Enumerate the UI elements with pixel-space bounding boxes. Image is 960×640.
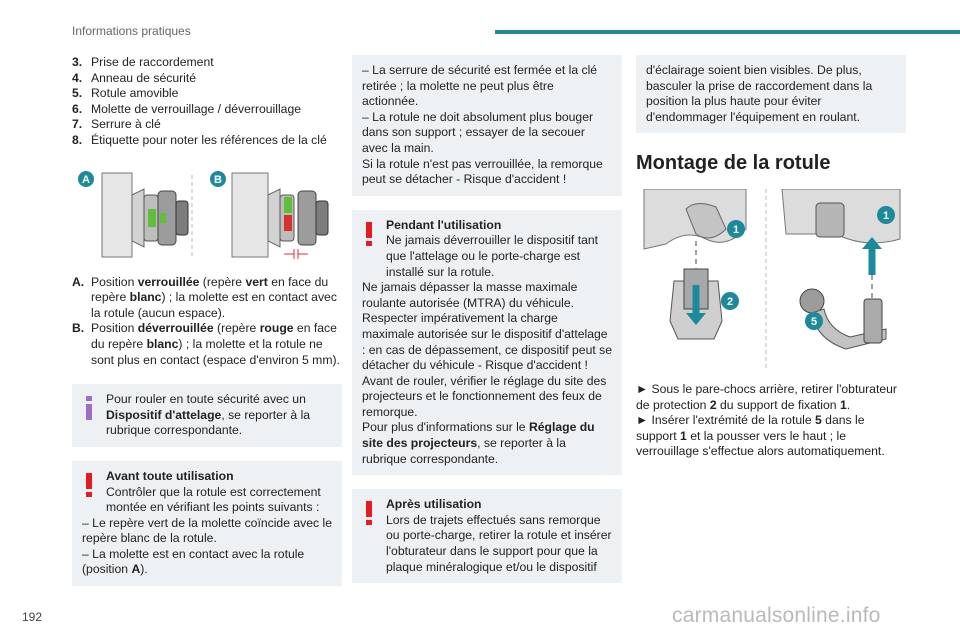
header-title: Informations pratiques: [72, 24, 191, 38]
info-box: Pour rouler en toute sécurité avec un Dispositif d'attelage, se reporter à la rubrique correspondante.: [72, 384, 342, 447]
towbar-lock-illustration: [72, 165, 342, 261]
warning-icon: [362, 220, 376, 248]
mounting-steps: [636, 382, 906, 460]
figure-label-b: B: [214, 173, 222, 186]
warning-icon: [362, 499, 376, 527]
list-item: 8. Étiquette pour noter les références de la clé: [72, 132, 327, 147]
step-1: ► Sous le pare-chocs arrière, retirer l'obturateur de protection 2 du support de fixation 1.: [636, 381, 897, 412]
warning-box-after-use: Après utilisation Lors de trajets effectués sans remorque ou porte-charge, retirer la rotule et insérer l'obturateur dans le support pour que la plaque minéralogique et/ou le dispositif: [352, 489, 622, 583]
figure-b: [210, 171, 328, 259]
mounting-figure: [636, 189, 906, 374]
callout-1: 1: [732, 224, 740, 237]
figure-label-a: A: [82, 173, 90, 186]
column-middle: [352, 55, 622, 583]
figure-remove-cap: [644, 189, 766, 369]
column-right: [636, 55, 906, 460]
page-number: 192: [22, 610, 43, 624]
position-a: A. Position verrouillée (repère vert en face du repère blanc) ; la molette est en contact avec la rotule (aucun espace).: [72, 274, 337, 320]
warning-box-continued: – La serrure de sécurité est fermée et la clé retirée ; la molette ne peut plus être actionnée. – La rotule ne doit absolument plus bouger dans son support ; essayer de la secouer avec la main. Si la rotule n'est pas verrouillée, la remorque peut se détacher - Risque d'accident !: [352, 55, 622, 196]
list-item: 3. Prise de raccordement: [72, 55, 214, 69]
step-2: ► Insérer l'extrémité de la rotule 5 dans le support 1 et la pousser vers le haut ; le verrouillage s'effectue alors automatiquement.: [636, 413, 885, 459]
component-list: [72, 55, 342, 149]
warning-box-during-use: Pendant l'utilisation Ne jamais déverrouiller le dispositif tant que l'attelage ou le porte-charge est installé sur la rotule. Ne jamais dépasser la masse maximale roulante autorisée (MTRA) du véhicule. Respecter impérativement la charge maximale autorisée sur le dispositif d'attelage : en cas de dépassement, ce dispositif peut se détacher du véhicule - Risque d'accident ! Avant de rouler, vérifier le réglage du site des projecteurs et le fonctionnement des feux de remorque. Pour plus d'informations sur le Réglage du site des projecteurs, se reporter à la rubrique correspondante.: [352, 210, 622, 476]
figure-insert-ball: [782, 189, 900, 349]
warning-icon: [82, 471, 96, 499]
list-item: 6. Molette de verrouillage / déverrouillage: [72, 101, 302, 116]
ball-mounting-illustration: [636, 189, 904, 369]
callout-1: 1: [882, 210, 890, 223]
position-descriptions: [72, 275, 342, 369]
list-item: 5. Rotule amovible: [72, 86, 179, 101]
callout-5: 5: [810, 316, 818, 329]
position-b: B. Position déverrouillée (repère rouge en face du repère blanc) ; la molette et la rotule ne sont plus en contact (espace d'environ 5 mm).: [72, 321, 340, 367]
watermark: carmanualsonline.info: [672, 604, 881, 627]
warning-box-before-use: Avant toute utilisation Contrôler que la rotule est correctement montée en vérifiant les points suivants : – Le repère vert de la molette coïncide avec le repère blanc de la rotule. – La molette est en contact avec la rotule (position A).: [72, 461, 342, 586]
callout-2: 2: [726, 296, 734, 309]
header-accent-bar: [495, 30, 960, 34]
figure-a: [78, 171, 192, 257]
list-item: 4. Anneau de sécurité: [72, 70, 197, 85]
column-left: [72, 55, 342, 586]
section-title: Montage de la rotule: [636, 152, 831, 175]
warning-box-continued: d'éclairage soient bien visibles. De plus, basculer la prise de raccordement dans la position la plus haute pour éviter d'endommager l'équipement en roulant.: [636, 55, 906, 133]
list-item: 7. Serrure à clé: [72, 117, 161, 132]
info-icon: [82, 394, 96, 422]
locking-positions-figure: [72, 165, 342, 261]
